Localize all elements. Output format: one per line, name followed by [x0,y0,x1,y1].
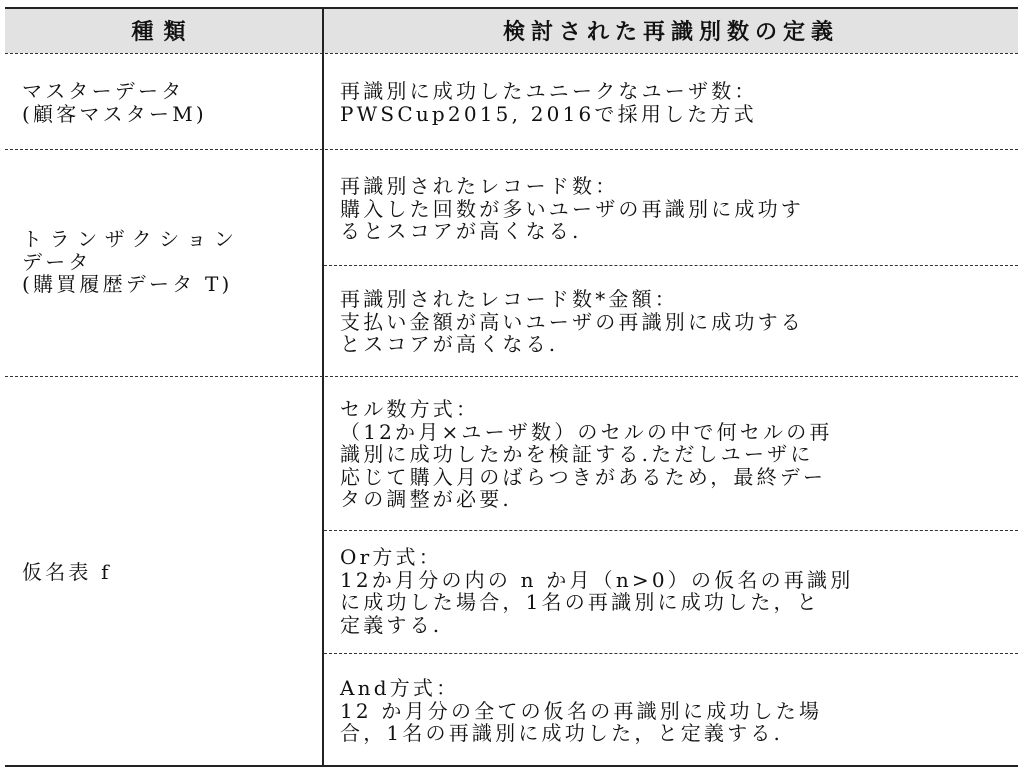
subrow-separator [324,265,1018,266]
definition-cell: 再識別されたレコード数*金額： 支払い金額が高いユーザの再識別に成功する とスコアが高くなる. [340,287,804,356]
definition-cell: And方式： 12 か月分の全ての仮名の再識別に成功した場 合，1名の再識別に成功した，と定義する. [340,676,823,745]
definition-cell: セル数方式： （12か月×ユーザ数）のセルの中で何セルの再 識別に成功したかを検証する.ただしユーザに 応じて購入月のばらつきがあるため，最終デー タの調整が必要. [340,397,833,511]
row-separator [5,149,1018,150]
type-cell-pseudonym: 仮名表 f [22,560,112,584]
subrow-separator [324,653,1018,654]
header-type: 種類 [131,19,196,45]
type-cell-transaction: トランザクション データ (購買履歴データ T) [22,227,242,296]
table-top-border [5,7,1018,9]
table-bottom-border [5,765,1018,767]
definition-cell: 再識別に成功したユニークなユーザ数： PWSCup2015, 2016で採用した方式 [340,79,758,126]
type-cell-master: マスターデータ (顧客マスターM) [22,79,207,126]
subrow-separator [324,530,1018,531]
definition-cell: 再識別されたレコード数： 購入した回数が多いユーザの再識別に成功す るとスコアが高くなる. [340,174,804,243]
header-separator [5,53,1018,54]
header-definition: 検討された再識別数の定義 [502,19,839,45]
definition-cell: Or方式： 12か月分の内の n か月（n>0）の仮名の再識別 に成功した場合，1名の再識別に成功した，と 定義する. [340,545,854,637]
row-separator [5,376,1018,377]
